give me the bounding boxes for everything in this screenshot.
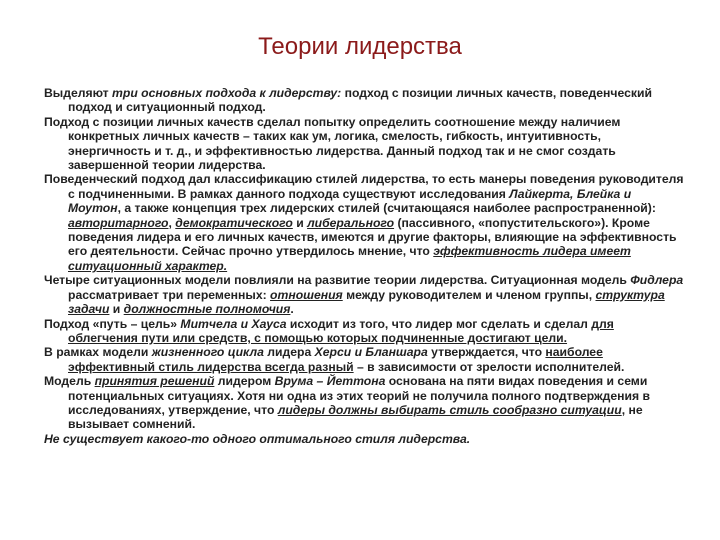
text-run: утверждается, что xyxy=(427,345,546,360)
text-run: либерального xyxy=(307,215,395,230)
text-run: должностные полномочия xyxy=(123,302,291,317)
paragraph xyxy=(44,374,684,432)
text-run: три основных подхода к лидерству: xyxy=(112,86,342,100)
paragraph xyxy=(44,273,684,316)
text-run: Врума – Йеттона xyxy=(274,374,386,389)
paragraph xyxy=(44,317,684,346)
text-run: Лайкерта, Блейка и Моутон xyxy=(68,186,632,216)
text-run: авторитарного xyxy=(68,215,169,230)
text-run: Херси и Бланшара xyxy=(314,345,428,360)
text-run: и xyxy=(109,302,124,317)
paragraph xyxy=(44,345,684,374)
text-run: . xyxy=(290,302,294,317)
text-run: жизненного цикла xyxy=(151,345,264,360)
paragraph xyxy=(44,172,684,273)
text-run: Фидлера xyxy=(630,273,684,288)
slide-body xyxy=(44,86,684,446)
text-run: для облегчения пути или средств, с помощью которых подчиненные достигают цели. xyxy=(68,316,614,345)
paragraph xyxy=(44,86,684,115)
text-run: рассматривает три переменных: xyxy=(68,287,271,302)
text-run: эффективность лидера имеет ситуационный характер. xyxy=(68,244,631,273)
text-run: Выделяют xyxy=(44,86,113,100)
text-run: отношения xyxy=(270,287,343,302)
text-run: Подход «путь – цель» xyxy=(44,316,181,331)
text-run: – в зависимости от зрелости исполнителей. xyxy=(353,359,625,374)
text-run: Не существует какого-то одного оптимального стиля лидерства. xyxy=(44,431,471,446)
text-run: В рамках модели xyxy=(44,345,152,360)
text-run: Митчела и Хауса xyxy=(180,316,287,331)
text-run: Поведенческий подход дал классификацию стилей лидерства, то есть манеры поведения руководителя с подчиненными. В рамках данного подхода существуют исследования xyxy=(44,172,684,201)
text-run: Подход с позиции личных качеств сделал попытку определить соотношение между наличием конкретных личных качеств – таких как ум, логика, смелость, гибкость, интуитивность, энергичность и т. д., и эффективностью лидерства. Данный подход так и не смог создать завершенной теории лидерства. xyxy=(44,114,621,173)
text-run: , xyxy=(168,215,176,230)
text-run: лидером xyxy=(214,374,275,389)
text-run: Четыре ситуационных модели повлияли на развитие теории лидерства. Ситуационная модель xyxy=(44,273,631,288)
text-run: лидеры должны выбирать стиль сообразно ситуации xyxy=(277,402,622,417)
text-run: наиболее эффективный стиль лидерства всегда разный xyxy=(68,345,603,374)
text-run: между руководителем и членом группы, xyxy=(342,287,596,302)
text-run: подход с позиции личных качеств, поведенческий подход и ситуационный подход. xyxy=(68,86,652,115)
text-run: принятия решений xyxy=(94,374,215,389)
paragraph xyxy=(44,115,684,173)
slide-title: Теории лидерства xyxy=(258,33,462,60)
text-run: исходит из того, что лидер мог сделать и сделал xyxy=(286,316,592,331)
text-run: демократического xyxy=(175,215,293,230)
text-run: лидера xyxy=(263,345,315,360)
text-run: Модель xyxy=(44,374,95,389)
text-run: (пассивного, «попустительского»). Кроме поведения лидера и его личных качеств, имеются и другие факторы, влияющие на эффективность его деятельности. Сейчас прочно утвердилось мнение, что xyxy=(68,215,677,259)
text-run: структура задачи xyxy=(68,287,665,317)
text-run: основана на пяти видах поведения и семи потенциальных ситуациях. Хотя ни одна из этих теорий не получила полного подтверждения в исследованиях, утверждение, что xyxy=(68,374,651,417)
text-run: , не вызывает сомнений. xyxy=(68,402,643,432)
text-run: , а также концепция трех лидерских стилей (считающаяся наиболее распространенной): xyxy=(117,201,656,216)
paragraph xyxy=(44,432,684,446)
text-run: и xyxy=(292,215,308,230)
